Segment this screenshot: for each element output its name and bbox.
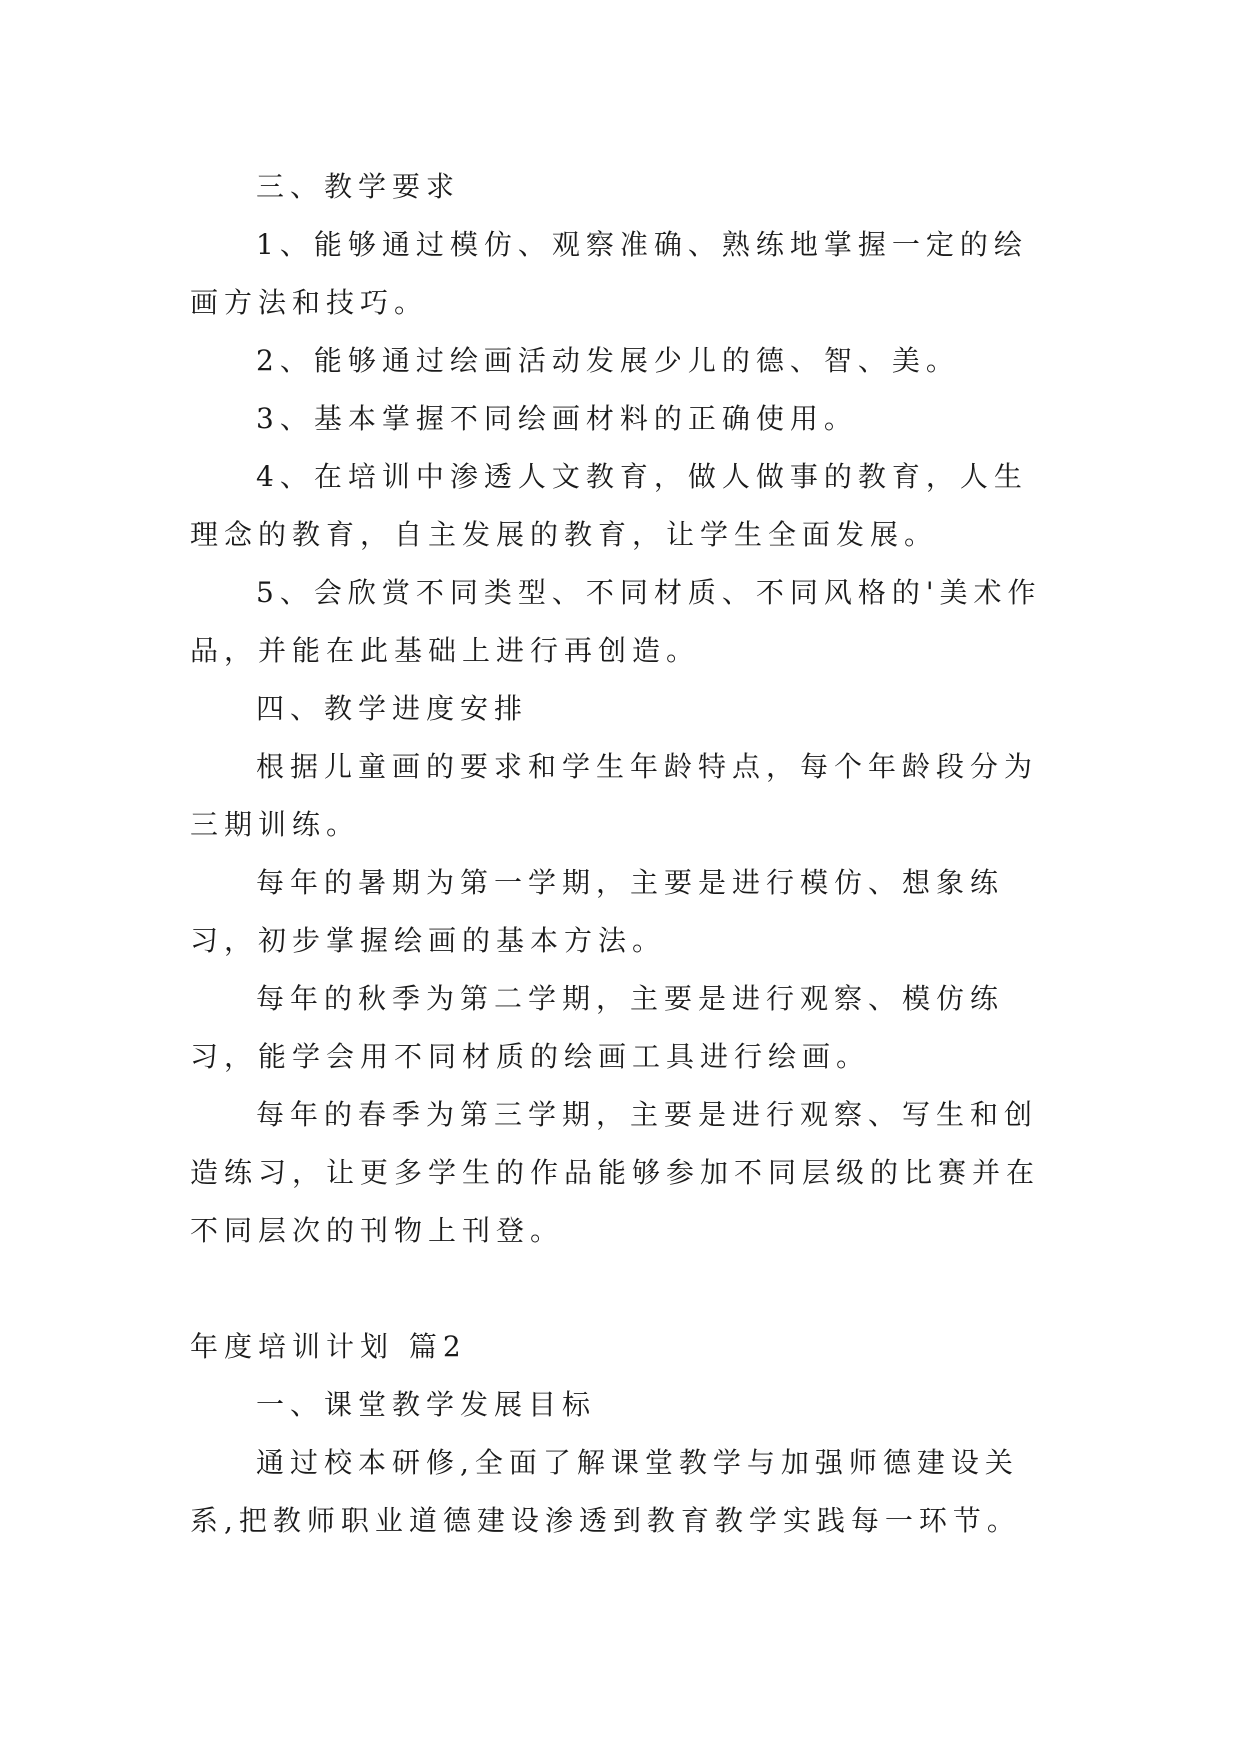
paragraph-third-term: 每年的春季为第三学期，主要是进行观察、写生和创造练习，让更多学生的作品能够参加不同层级的比赛并在不同层次的刊物上刊登。 — [190, 1098, 1041, 1247]
paragraph-requirement-5: 5、会欣赏不同类型、不同材质、不同风格的'美术作品，并能在此基础上进行再创造。 — [190, 576, 1042, 667]
paragraph-requirement-4: 4、在培训中渗透人文教育，做人做事的教育，人生理念的教育，自主发展的教育，让学生全面发展。 — [190, 460, 1028, 551]
heading-classroom-goals: 一、课堂教学发展目标 — [256, 1388, 597, 1421]
paragraph-requirement-2: 2、能够通过绘画活动发展少儿的德、智、美。 — [256, 344, 960, 377]
paragraph-schedule-intro: 根据儿童画的要求和学生年龄特点，每个年龄段分为三期训练。 — [190, 750, 1039, 841]
paragraph-first-term: 每年的暑期为第一学期，主要是进行模仿、想象练习，初步掌握绘画的基本方法。 — [190, 866, 1005, 957]
document-body — [190, 158, 1060, 1550]
paragraph-second-term: 每年的秋季为第二学期，主要是进行观察、模仿练习，能学会用不同材质的绘画工具进行绘画。 — [190, 982, 1005, 1073]
heading-teaching-requirements: 三、教学要求 — [256, 170, 461, 203]
paragraph-classroom-goals: 通过校本研修,全面了解课堂教学与加强师德建设关系,把教师职业道德建设渗透到教育教学实践每一环节。 — [190, 1446, 1021, 1537]
section-spacer — [190, 1260, 1060, 1318]
paragraph-requirement-1: 1、能够通过模仿、观察准确、熟练地掌握一定的绘画方法和技巧。 — [190, 228, 1028, 319]
heading-schedule: 四、教学进度安排 — [256, 692, 529, 725]
paragraph-requirement-3: 3、基本掌握不同绘画材料的正确使用。 — [256, 402, 858, 435]
section-title: 年度培训计划 篇2 — [190, 1330, 467, 1363]
